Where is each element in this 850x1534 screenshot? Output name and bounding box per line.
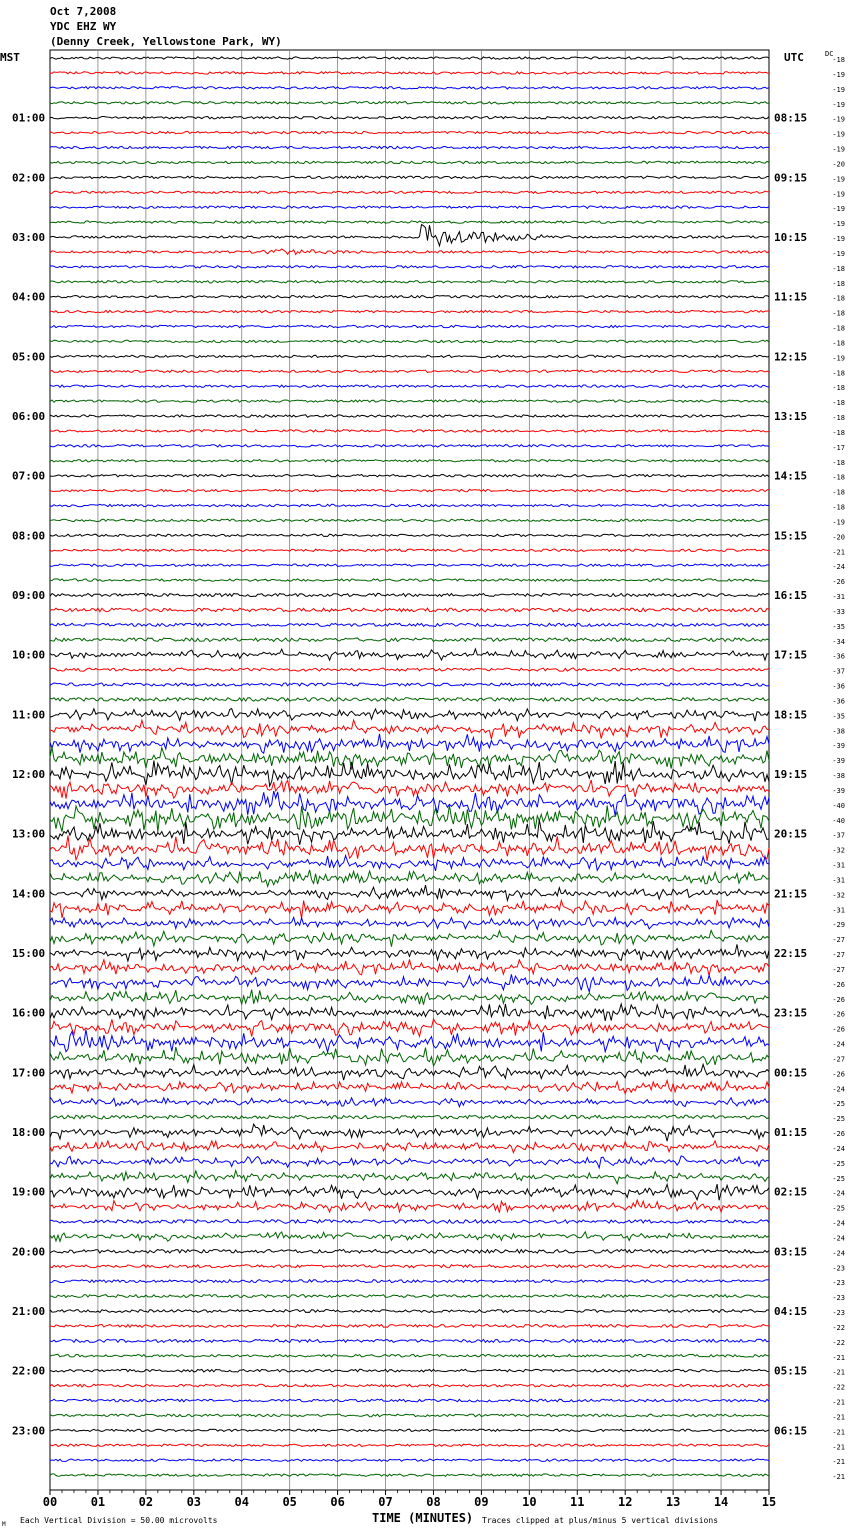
dc-offset-label: -19 — [832, 235, 845, 243]
dc-offset-label: -27 — [832, 951, 845, 959]
hour-label-left: 22:00 — [12, 1364, 46, 1378]
x-tick-label: 02 — [138, 1495, 154, 1509]
trace-line — [50, 1295, 769, 1298]
hour-label-right: 01:15 — [774, 1126, 808, 1139]
dc-offset-label: -39 — [832, 742, 845, 751]
dc-offset-label: -19 — [832, 115, 845, 124]
dc-offset-label: -37 — [832, 831, 845, 840]
trace-line — [50, 1369, 769, 1372]
dc-offset-label: -24 — [832, 563, 845, 572]
trace-line — [50, 885, 769, 900]
hour-label-right: 08:15 — [774, 111, 808, 125]
dc-offset-label: -24 — [832, 1144, 845, 1153]
hour-label-right: 14:15 — [774, 469, 808, 483]
trace-line — [50, 1414, 769, 1417]
hour-label-left: 20:00 — [12, 1245, 46, 1259]
hour-label-right: 00:15 — [774, 1066, 808, 1080]
x-tick-label: 01 — [90, 1495, 106, 1509]
hour-label-right: 11:15 — [774, 290, 808, 304]
trace-line — [50, 460, 769, 462]
hour-label-right: 23:15 — [774, 1006, 808, 1020]
trace-line — [50, 87, 769, 89]
trace-line — [50, 1080, 769, 1093]
trace-line — [50, 593, 769, 596]
trace-line — [50, 720, 769, 739]
hour-label-left: 11:00 — [12, 708, 46, 722]
trace-line — [50, 1030, 769, 1053]
trace-line — [50, 176, 769, 178]
trace-line — [50, 900, 769, 919]
dc-offset-label: -35 — [832, 712, 845, 721]
dc-label: DC — [825, 50, 834, 58]
dc-offset-label: -23 — [832, 1279, 845, 1288]
trace-line — [50, 534, 769, 536]
dc-offset-label: -27 — [832, 965, 845, 974]
dc-offset-label: -36 — [832, 652, 845, 661]
dc-offset-label: -18 — [832, 339, 845, 348]
hour-label-right: 22:15 — [774, 947, 808, 960]
dc-offset-label: -32 — [832, 891, 845, 900]
hour-label-right: 09:15 — [774, 171, 808, 185]
dc-offset-label: -20 — [832, 160, 845, 169]
dc-offset-label: -26 — [832, 1025, 845, 1034]
dc-offset-label: -31 — [832, 876, 845, 885]
hour-label-left: 09:00 — [12, 589, 46, 602]
trace-line — [50, 430, 769, 432]
trace-line — [50, 206, 769, 208]
hour-label-left: 08:00 — [12, 529, 46, 543]
hour-label-left: 04:00 — [12, 290, 46, 304]
trace-line — [50, 1115, 769, 1119]
dc-offset-label: -17 — [832, 443, 845, 452]
hour-label-right: 19:15 — [774, 768, 808, 781]
hour-label-right: 04:15 — [774, 1305, 808, 1318]
dc-offset-label: -18 — [832, 294, 845, 303]
trace-line — [50, 709, 769, 722]
trace-line — [50, 296, 769, 298]
trace-line — [50, 1124, 769, 1141]
trace-line — [50, 1325, 769, 1328]
trace-line — [50, 944, 769, 961]
trace-line — [50, 489, 769, 491]
hour-label-right: 15:15 — [774, 529, 808, 543]
x-tick-label: 12 — [617, 1495, 633, 1509]
dc-offset-label: -18 — [832, 473, 845, 482]
hour-label-right: 05:15 — [774, 1364, 808, 1378]
dc-offset-label: -18 — [832, 56, 845, 64]
trace-line — [50, 579, 769, 581]
trace-line — [50, 191, 769, 193]
dc-offset-label: -18 — [832, 369, 845, 378]
chart-title-location: (Denny Creek, Yellowstone Park, WY) — [50, 35, 282, 48]
dc-offset-label: -26 — [832, 1010, 845, 1019]
x-tick-label: 05 — [282, 1495, 297, 1509]
x-tick-label: 06 — [330, 1495, 345, 1509]
hour-label-right: 21:15 — [774, 887, 808, 901]
dc-offset-label: -24 — [832, 1189, 845, 1198]
dc-offset-label: -40 — [832, 801, 845, 810]
trace-line — [50, 780, 769, 799]
dc-offset-label: -18 — [832, 428, 845, 437]
dc-offset-label: -34 — [832, 637, 845, 646]
trace-line — [50, 1047, 769, 1066]
trace-line — [50, 623, 769, 626]
trace-line — [50, 1019, 769, 1037]
dc-offset-label: -19 — [832, 354, 845, 363]
hour-label-right: 12:15 — [774, 350, 808, 364]
trace-line — [50, 1250, 769, 1254]
trace-line — [50, 549, 769, 551]
trace-line — [50, 445, 769, 447]
trace-line — [50, 1097, 769, 1107]
trace-line — [50, 355, 769, 357]
x-tick-label: 08 — [426, 1495, 441, 1509]
dc-offset-label: -18 — [832, 324, 845, 333]
hour-label-left: 06:00 — [12, 410, 46, 423]
dc-offset-label: -19 — [832, 190, 845, 199]
dc-offset-label: -23 — [832, 1309, 845, 1317]
x-tick-label: 10 — [522, 1495, 537, 1509]
trace-line — [50, 870, 769, 887]
x-tick-label: 04 — [234, 1495, 249, 1509]
hour-label-left: 01:00 — [12, 111, 46, 125]
dc-offset-label: -31 — [832, 861, 845, 870]
dc-offset-label: -40 — [832, 816, 845, 825]
trace-line — [50, 504, 769, 506]
dc-offset-label: -19 — [832, 220, 845, 229]
dc-offset-label: -19 — [832, 70, 845, 79]
dc-offset-label: -39 — [832, 786, 845, 795]
dc-offset-label: -18 — [832, 414, 845, 422]
hour-label-left: 18:00 — [12, 1126, 46, 1139]
dc-offset-label: -23 — [832, 1294, 845, 1303]
dc-offset-label: -36 — [832, 697, 845, 706]
dc-offset-label: -19 — [832, 175, 845, 184]
trace-line — [50, 161, 769, 163]
dc-offset-label: -38 — [832, 772, 845, 780]
hour-label-left: 16:00 — [12, 1006, 46, 1020]
dc-offset-label: -33 — [832, 607, 845, 616]
hour-label-right: 10:15 — [774, 231, 808, 244]
hour-label-right: 02:15 — [774, 1185, 808, 1199]
dc-offset-label: -21 — [832, 1398, 845, 1407]
clip-note: Traces clipped at plus/minus 5 vertical divisions — [482, 1516, 719, 1525]
dc-offset-label: -19 — [832, 100, 845, 109]
dc-offset-label: -21 — [832, 1353, 845, 1362]
dc-offset-label: -21 — [832, 1413, 845, 1422]
hour-label-left: 13:00 — [12, 827, 46, 841]
dc-offset-label: -35 — [832, 622, 845, 631]
trace-line — [50, 385, 769, 387]
dc-offset-label: -18 — [832, 488, 845, 497]
trace-line — [50, 1444, 769, 1446]
dc-offset-label: -19 — [832, 249, 845, 258]
dc-offset-label: -25 — [832, 1115, 845, 1124]
trace-line — [50, 475, 769, 477]
trace-line — [50, 146, 769, 148]
hour-label-left: 15:00 — [12, 947, 46, 960]
trace-line — [50, 1459, 769, 1461]
x-tick-label: 13 — [665, 1495, 681, 1509]
hour-label-left: 23:00 — [12, 1424, 46, 1438]
trace-line — [50, 415, 769, 417]
trace-line — [50, 917, 769, 929]
x-tick-label: 09 — [474, 1495, 489, 1509]
dc-offset-label: -21 — [832, 1473, 845, 1482]
hour-label-right: 20:15 — [774, 827, 808, 841]
trace-line — [50, 117, 769, 119]
dc-offset-label: -23 — [832, 1264, 845, 1273]
trace-line — [50, 1474, 769, 1476]
dc-offset-label: -29 — [832, 921, 845, 930]
hour-label-left: 21:00 — [12, 1305, 46, 1318]
trace-line — [50, 990, 769, 1005]
trace-line — [50, 57, 769, 59]
trace-line — [50, 791, 769, 816]
trace-line — [50, 370, 769, 372]
dc-offset-label: -37 — [832, 667, 845, 676]
trace-line — [50, 1200, 769, 1213]
trace-line — [50, 1384, 769, 1387]
trace-line — [50, 856, 769, 871]
dc-offset-label: -25 — [832, 1100, 845, 1109]
trace-line — [50, 820, 769, 845]
dc-offset-label: -31 — [832, 906, 845, 915]
dc-offset-label: -18 — [832, 503, 845, 512]
chart-title-station: YDC EHZ WY — [50, 20, 117, 33]
dc-offset-label: -26 — [832, 1130, 845, 1138]
trace-line — [50, 72, 769, 74]
trace-line — [50, 649, 769, 660]
hour-label-right: 17:15 — [774, 648, 808, 662]
dc-offset-label: -21 — [832, 548, 845, 557]
hour-label-left: 05:00 — [12, 350, 46, 364]
dc-offset-label: -25 — [832, 1159, 845, 1168]
trace-line — [50, 266, 769, 268]
trace-line — [50, 281, 769, 283]
trace-line — [50, 959, 769, 975]
hour-label-left: 12:00 — [12, 768, 46, 781]
scale-note: Each Vertical Division = 50.00 microvolts — [20, 1516, 218, 1525]
trace-line — [50, 1429, 769, 1431]
trace-line — [50, 1141, 769, 1153]
dc-offset-label: -21 — [832, 1368, 845, 1377]
dc-offset-label: -18 — [832, 458, 845, 467]
dc-offset-label: -20 — [832, 533, 845, 542]
hour-label-right: 03:15 — [774, 1245, 808, 1259]
dc-offset-label: -32 — [832, 846, 845, 855]
hour-label-left: 03:00 — [12, 231, 46, 244]
hour-label-left: 14:00 — [12, 887, 46, 901]
trace-line — [50, 102, 769, 104]
hour-label-right: 13:15 — [774, 410, 808, 423]
hour-label-left: 19:00 — [12, 1185, 46, 1199]
dc-offset-label: -22 — [832, 1338, 845, 1347]
x-tick-label: 14 — [713, 1495, 729, 1509]
dc-offset-label: -19 — [832, 85, 845, 94]
dc-offset-label: -22 — [832, 1323, 845, 1332]
dc-offset-label: -22 — [832, 1383, 845, 1392]
hour-label-right: 06:15 — [774, 1424, 808, 1438]
trace-line — [50, 221, 769, 223]
trace-line — [50, 1171, 769, 1184]
dc-offset-label: -19 — [832, 205, 845, 214]
trace-line — [50, 400, 769, 402]
dc-offset-label: -39 — [832, 757, 845, 766]
dc-offset-label: -18 — [832, 279, 845, 288]
dc-offset-label: -18 — [832, 399, 845, 408]
trace-line — [50, 1399, 769, 1402]
trace-line — [50, 1004, 769, 1021]
trace-line — [50, 638, 769, 642]
chart-title-date: Oct 7,2008 — [50, 5, 117, 18]
dc-offset-label: -19 — [832, 130, 845, 139]
dc-offset-label: -21 — [832, 1458, 845, 1467]
x-axis-label: TIME (MINUTES) — [372, 1511, 474, 1525]
dc-offset-label: -26 — [832, 995, 845, 1004]
trace-line — [50, 1310, 769, 1313]
x-tick-label: 07 — [378, 1495, 393, 1509]
dc-offset-label: -24 — [832, 1234, 845, 1243]
trace-line — [50, 1339, 769, 1342]
dc-offset-label: -21 — [832, 1428, 845, 1437]
x-tick-label: 03 — [186, 1495, 202, 1509]
hour-label-right: 16:15 — [774, 589, 808, 602]
trace-line — [50, 225, 769, 246]
x-tick-label: 15 — [761, 1495, 777, 1509]
dc-offset-label: -26 — [832, 578, 845, 587]
dc-offset-label: -24 — [832, 1040, 845, 1049]
dc-offset-label: -18 — [832, 264, 845, 273]
dc-offset-label: -18 — [832, 384, 845, 393]
trace-line — [50, 131, 769, 133]
trace-line — [50, 1064, 769, 1080]
trace-line — [50, 930, 769, 946]
trace-line — [50, 519, 769, 521]
dc-offset-label: -26 — [832, 1070, 845, 1079]
corner-mark: M — [2, 1521, 6, 1528]
hour-label-left: 17:00 — [12, 1066, 46, 1080]
hour-label-left: 10:00 — [12, 648, 46, 662]
x-tick-label: 11 — [570, 1495, 585, 1509]
timezone-label-left: MST — [0, 51, 20, 64]
trace-line — [50, 1354, 769, 1357]
dc-offset-label: -31 — [832, 593, 845, 601]
dc-offset-label: -24 — [832, 1085, 845, 1094]
trace-line — [50, 1156, 769, 1168]
trace-line — [50, 608, 769, 612]
dc-offset-label: -19 — [832, 145, 845, 154]
hour-label-left: 02:00 — [12, 171, 46, 185]
dc-offset-label: -25 — [832, 1204, 845, 1213]
dc-offset-label: -24 — [832, 1219, 845, 1228]
dc-offset-label: -18 — [832, 309, 845, 318]
dc-offset-label: -25 — [832, 1174, 845, 1183]
dc-offset-label: -26 — [832, 980, 845, 989]
dc-offset-label: -21 — [832, 1443, 845, 1452]
dc-offset-label: -36 — [832, 682, 845, 691]
trace-line — [50, 325, 769, 327]
trace-line — [50, 1232, 769, 1242]
trace-line — [50, 698, 769, 702]
dc-offset-label: -27 — [832, 936, 845, 945]
dc-offset-label: -38 — [832, 727, 845, 736]
trace-line — [50, 974, 769, 992]
timezone-label-right: UTC — [784, 51, 804, 64]
dc-offset-label: -19 — [832, 518, 845, 527]
trace-line — [50, 249, 769, 255]
trace-line — [50, 1184, 769, 1200]
trace-line — [50, 340, 769, 342]
trace-line — [50, 1265, 769, 1268]
trace-line — [50, 668, 769, 671]
dc-offset-label: -24 — [832, 1249, 845, 1258]
trace-line — [50, 564, 769, 566]
hour-label-left: 07:00 — [12, 469, 46, 483]
trace-line — [50, 1280, 769, 1283]
dc-offset-label: -27 — [832, 1055, 845, 1064]
x-tick-label: 00 — [42, 1495, 58, 1509]
trace-line — [50, 1220, 769, 1224]
trace-line — [50, 683, 769, 686]
hour-label-right: 18:15 — [774, 708, 808, 722]
trace-line — [50, 310, 769, 312]
